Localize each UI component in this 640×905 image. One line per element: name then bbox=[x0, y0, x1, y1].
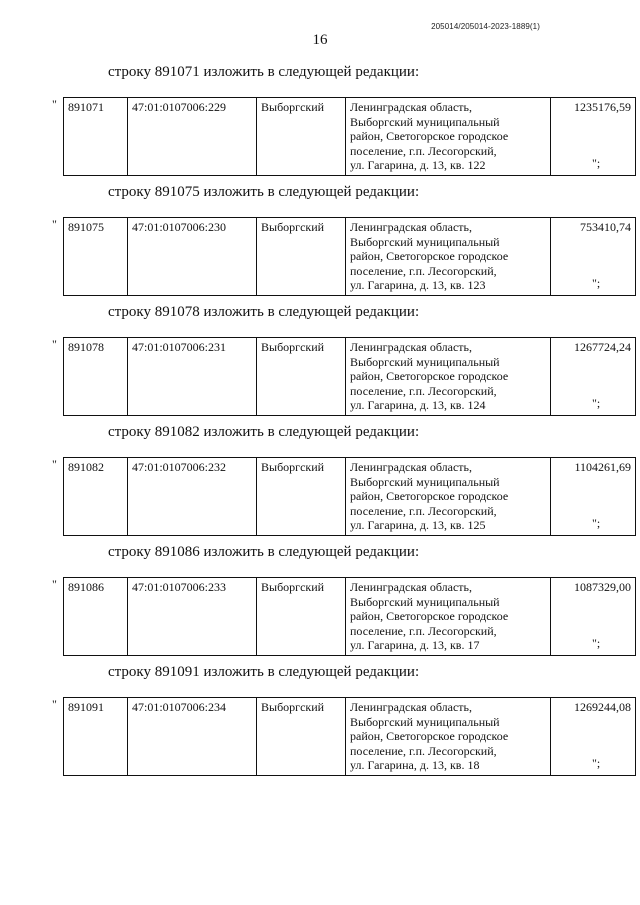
district-cell: Выборгский bbox=[257, 338, 346, 416]
cadastral-number-cell: 47:01:0107006:233 bbox=[128, 578, 257, 656]
amendment-intro: строку 891086 изложить в следующей редакции: bbox=[108, 544, 420, 560]
table-row bbox=[64, 218, 636, 296]
table-row bbox=[64, 698, 636, 776]
district-cell: Выборгский bbox=[257, 458, 346, 536]
district-cell: Выборгский bbox=[257, 98, 346, 176]
cadastral-number-cell: 47:01:0107006:229 bbox=[128, 98, 257, 176]
register-row-table bbox=[63, 337, 636, 416]
opening-quote: " bbox=[52, 337, 57, 351]
district-cell: Выборгский bbox=[257, 218, 346, 296]
cadastral-number-cell: 47:01:0107006:231 bbox=[128, 338, 257, 416]
amendment-intro: строку 891075 изложить в следующей редакции: bbox=[108, 184, 420, 200]
table-row bbox=[64, 578, 636, 656]
amendment-intro: строку 891071 изложить в следующей редакции: bbox=[108, 64, 420, 80]
table-row bbox=[64, 458, 636, 536]
row-number-cell: 891091 bbox=[64, 698, 128, 776]
register-row-table bbox=[63, 457, 636, 536]
closing-quote: "; bbox=[592, 516, 601, 530]
cadastral-value-cell: 1104261,69 bbox=[551, 458, 636, 536]
cadastral-value-cell: 1267724,24 bbox=[551, 338, 636, 416]
amendment-intro: строку 891082 изложить в следующей редакции: bbox=[108, 424, 420, 440]
closing-quote: "; bbox=[592, 156, 601, 170]
row-number-cell: 891086 bbox=[64, 578, 128, 656]
row-number-cell: 891075 bbox=[64, 218, 128, 296]
closing-quote: "; bbox=[592, 636, 601, 650]
table-row bbox=[64, 338, 636, 416]
closing-quote: "; bbox=[592, 756, 601, 770]
register-row-table bbox=[63, 97, 636, 176]
opening-quote: " bbox=[52, 217, 57, 231]
amendment-intro: строку 891091 изложить в следующей редакции: bbox=[108, 664, 420, 680]
closing-quote: "; bbox=[592, 396, 601, 410]
amendment-intro: строку 891078 изложить в следующей редакции: bbox=[108, 304, 420, 320]
cadastral-value-cell: 1087329,00 bbox=[551, 578, 636, 656]
district-cell: Выборгский bbox=[257, 578, 346, 656]
table-row bbox=[64, 98, 636, 176]
register-row-table bbox=[63, 217, 636, 296]
cadastral-value-cell: 1269244,08 bbox=[551, 698, 636, 776]
page-number: 16 bbox=[312, 32, 328, 48]
address-cell: Ленинградская область, Выборгский муниципальный район, Светогорское городское поселение, г.п. Лесогорский, ул. Гагарина, д. 13, кв. 18 bbox=[346, 698, 551, 776]
address-cell: Ленинградская область, Выборгский муниципальный район, Светогорское городское поселение, г.п. Лесогорский, ул. Гагарина, д. 13, кв. 123 bbox=[346, 218, 551, 296]
opening-quote: " bbox=[52, 697, 57, 711]
address-cell: Ленинградская область, Выборгский муниципальный район, Светогорское городское поселение, г.п. Лесогорский, ул. Гагарина, д. 13, кв. 122 bbox=[346, 98, 551, 176]
cadastral-number-cell: 47:01:0107006:232 bbox=[128, 458, 257, 536]
cadastral-number-cell: 47:01:0107006:234 bbox=[128, 698, 257, 776]
opening-quote: " bbox=[52, 457, 57, 471]
closing-quote: "; bbox=[592, 276, 601, 290]
document-code: 205014/205014-2023-1889(1) bbox=[431, 22, 540, 31]
register-row-table bbox=[63, 697, 636, 776]
address-cell: Ленинградская область, Выборгский муниципальный район, Светогорское городское поселение, г.п. Лесогорский, ул. Гагарина, д. 13, кв. 125 bbox=[346, 458, 551, 536]
cadastral-number-cell: 47:01:0107006:230 bbox=[128, 218, 257, 296]
cadastral-value-cell: 1235176,59 bbox=[551, 98, 636, 176]
cadastral-value-cell: 753410,74 bbox=[551, 218, 636, 296]
opening-quote: " bbox=[52, 577, 57, 591]
address-cell: Ленинградская область, Выборгский муниципальный район, Светогорское городское поселение, г.п. Лесогорский, ул. Гагарина, д. 13, кв. 124 bbox=[346, 338, 551, 416]
district-cell: Выборгский bbox=[257, 698, 346, 776]
opening-quote: " bbox=[52, 97, 57, 111]
row-number-cell: 891082 bbox=[64, 458, 128, 536]
row-number-cell: 891078 bbox=[64, 338, 128, 416]
row-number-cell: 891071 bbox=[64, 98, 128, 176]
address-cell: Ленинградская область, Выборгский муниципальный район, Светогорское городское поселение, г.п. Лесогорский, ул. Гагарина, д. 13, кв. 17 bbox=[346, 578, 551, 656]
register-row-table bbox=[63, 577, 636, 656]
